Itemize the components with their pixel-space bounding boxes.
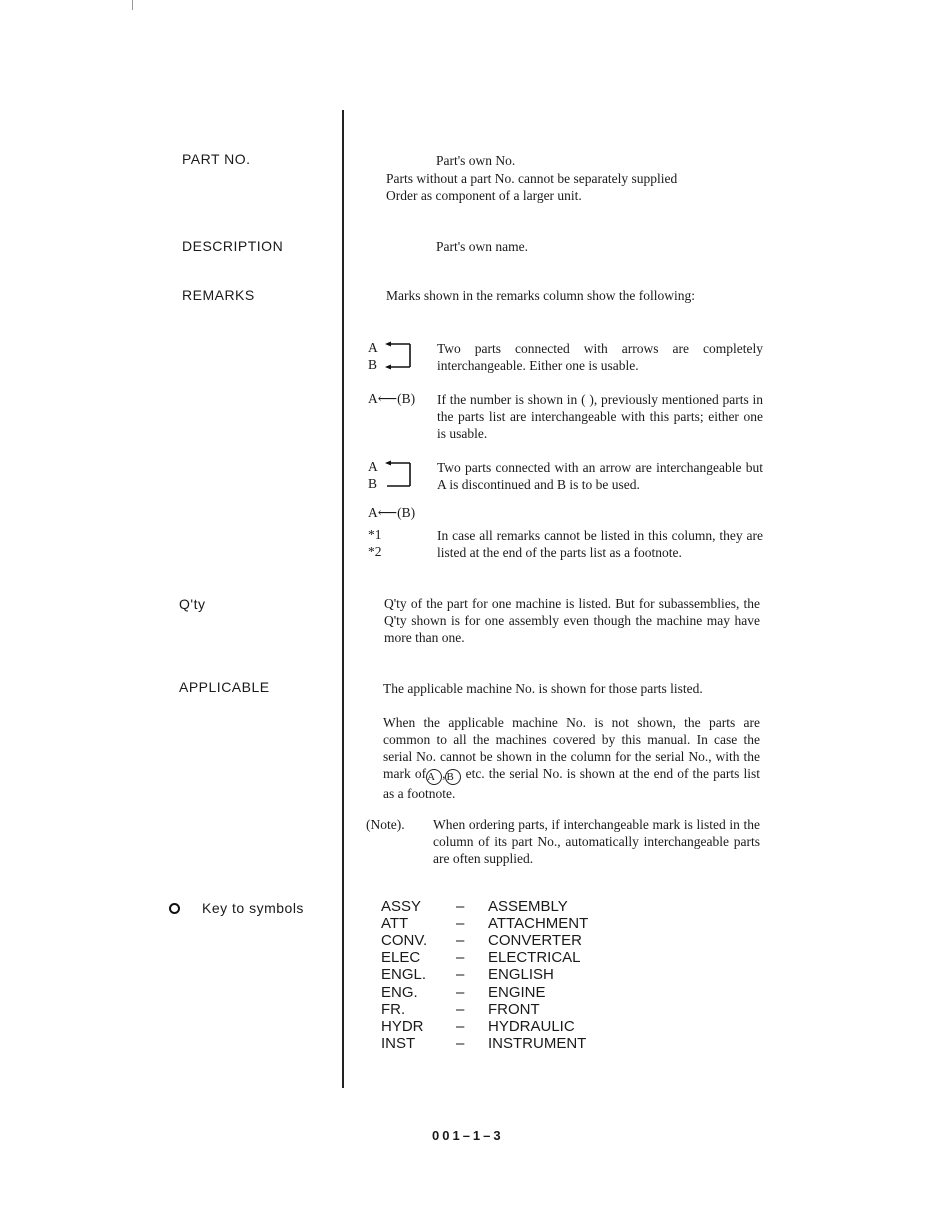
part-no-line2: Parts without a part No. cannot be separately supplied xyxy=(386,171,678,186)
description-text: Part's own name. xyxy=(436,239,529,254)
part-no-line1: Part's own No. xyxy=(436,153,516,168)
abbreviation-dash: – xyxy=(456,932,465,950)
label-qty: Q'ty xyxy=(179,596,206,612)
page-number: 001–1–3 xyxy=(432,1128,504,1143)
mark1-b: B xyxy=(368,357,378,372)
footnote-mark-2: *2 xyxy=(368,544,382,559)
bullet-icon xyxy=(169,903,180,914)
abbreviation-dash: – xyxy=(456,1000,465,1018)
abbreviation-dash: – xyxy=(456,983,465,1001)
abbreviation-meaning: FRONT xyxy=(488,1000,540,1018)
abbreviation-code: FR. xyxy=(381,1000,406,1018)
footnote-mark-1: *1 xyxy=(368,527,382,542)
mark1-a: A xyxy=(368,340,378,355)
abbreviation-dash: – xyxy=(456,1034,465,1052)
mark3-mark2: A⟵(B) xyxy=(368,505,416,520)
label-key-to-symbols: Key to symbols xyxy=(202,900,304,916)
abbreviation-dash: – xyxy=(456,915,465,933)
abbreviation-code: ATT xyxy=(381,915,409,933)
abbreviation-meaning: ENGLISH xyxy=(488,966,554,984)
mark4-text: In case all remarks cannot be listed in this column, they are listed at the end of the parts list as a footnote. xyxy=(437,528,763,560)
single-arrow-bracket-icon xyxy=(384,459,414,491)
abbreviation-meaning: INSTRUMENT xyxy=(488,1034,587,1052)
mark2-mark: A⟵(B) xyxy=(368,391,416,406)
abbreviation-code: HYDR xyxy=(381,1017,424,1035)
part-no-line3: Order as component of a larger unit. xyxy=(386,188,582,203)
abbreviation-dash: – xyxy=(456,1017,465,1035)
abbreviation-meaning: CONVERTER xyxy=(488,932,582,950)
remarks-intro: Marks shown in the remarks column show the following: xyxy=(386,288,695,303)
mark2-text: If the number is shown in ( ), previously mentioned parts in the parts list are interchangeable with this parts; either one is usable. xyxy=(437,392,763,441)
abbreviation-code: ENG. xyxy=(381,983,418,1001)
abbreviation-code: ENGL. xyxy=(381,966,427,984)
abbreviation-code: ELEC xyxy=(381,949,421,967)
note-text: When ordering parts, if interchangeable mark is listed in the column of its part No., automatically interchangeable parts are often supplied. xyxy=(433,817,760,866)
abbreviation-code: INST xyxy=(381,1034,416,1052)
mark1-text: Two parts connected with arrows are completely interchangeable. Either one is usable. xyxy=(437,341,763,373)
note-label: (Note). xyxy=(366,817,405,832)
abbreviation-meaning: ASSEMBLY xyxy=(488,898,568,915)
mark3-text: Two parts connected with an arrow are interchangeable but A is discontinued and B is to be used. xyxy=(437,460,763,492)
circle-a-icon: A xyxy=(426,769,442,785)
abbreviation-meaning: ATTACHMENT xyxy=(488,915,589,933)
applicable-comma: , xyxy=(442,766,446,781)
abbreviation-code: CONV. xyxy=(381,932,428,950)
mark3-b: B xyxy=(368,476,378,491)
abbreviation-meaning: ENGINE xyxy=(488,983,546,1001)
label-remarks: REMARKS xyxy=(182,287,255,303)
abbreviation-code: ASSY xyxy=(381,898,422,915)
applicable-p2 xyxy=(383,714,760,802)
label-applicable: APPLICABLE xyxy=(179,679,270,695)
applicable-p2-after: etc. the serial No. is shown at the end of the parts list as a footnote. xyxy=(383,766,760,801)
abbreviation-meaning: HYDRAULIC xyxy=(488,1017,575,1035)
label-part-no: PART NO. xyxy=(182,151,251,167)
circle-b-icon: B xyxy=(445,769,461,785)
abbreviation-dash: – xyxy=(456,898,465,915)
abbreviation-meaning: ELECTRICAL xyxy=(488,949,581,967)
column-divider xyxy=(342,110,344,1088)
abbreviation-dash: – xyxy=(456,966,465,984)
applicable-p2-before: When the applicable machine No. is not shown, the parts are common to all the machines covered by this manual. In case the serial No. cannot be shown in the column for the serial No., with the mark of xyxy=(383,715,760,781)
abbreviation-dash: – xyxy=(456,949,465,967)
mark3-a: A xyxy=(368,459,378,474)
qty-text: Q'ty of the part for one machine is listed. But for subassemblies, the Q'ty shown is for one assembly even though the machine may have more than one. xyxy=(384,596,760,645)
applicable-p1: The applicable machine No. is shown for those parts listed. xyxy=(383,681,703,696)
double-arrow-bracket-icon xyxy=(384,340,414,372)
scan-mark xyxy=(132,0,133,10)
label-description: DESCRIPTION xyxy=(182,238,284,254)
